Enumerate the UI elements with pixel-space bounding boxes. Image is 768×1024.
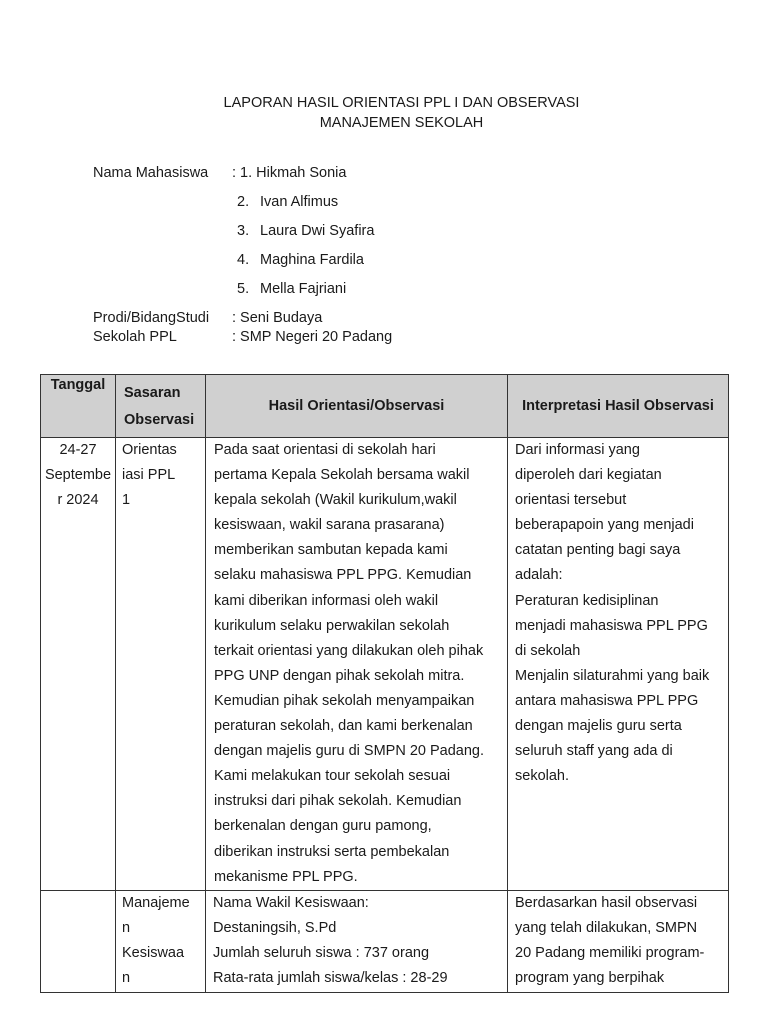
cell-line: kami diberikan informasi oleh wakil [214,592,439,609]
cell-line: Kesiswaa [122,944,185,961]
cell-line: iasi PPL [122,467,176,484]
cell-line: diberikan instruksi serta pembekalan [214,843,450,860]
sekolah-label: Sekolah PPL [93,329,177,345]
sekolah-value: : SMP Negeri 20 Padang [232,329,393,345]
cell-line: dengan majelis guru di SMPN 20 Padang. [214,743,485,760]
cell-line: Dari informasi yang [515,442,640,458]
cell-line: yang telah dilakukan, SMPN [515,919,698,936]
student-name: Ivan Alfimus [260,194,339,210]
cell-line: menjadi mahasiswa PPL PPG [515,617,708,634]
students-row [93,165,346,181]
student-5 [237,281,346,297]
cell-line: kurikulum selaku perwakilan sekolah [214,617,450,634]
cell-date [41,438,116,891]
cell-line: selaku mahasiswa PPL PPG. Kemudian [214,567,472,584]
cell-line: adalah: [515,567,563,584]
cell-line: Septembe [44,467,112,484]
cell-line: antara mahasiswa PPL PPG [515,692,699,709]
cell-line: Orientas [122,442,177,458]
cell-line: seluruh staff yang ada di [515,743,673,760]
cell-line: kepala sekolah (Wakil kurikulum,wakil [214,492,457,509]
student-2 [237,194,338,210]
header-sasaran-line: Observasi [124,412,195,428]
cell-line: peraturan sekolah, dan kami berkenalan [214,718,473,735]
cell-line: sekolah. [515,768,570,785]
cell-line: Kemudian pihak sekolah menyampaikan [214,692,475,709]
cell-line: program yang berpihak [515,969,665,986]
header-sasaran [116,375,206,438]
cell-line: Nama Wakil Kesiswaan: [213,894,369,911]
student-number: 2. [237,194,250,210]
document-subtitle: MANAJEMEN SEKOLAH [319,115,484,131]
student-3 [237,223,374,239]
student-1: : 1. Hikmah Sonia [232,165,347,181]
cell-line: beberapapoin yang menjadi [515,517,694,534]
cell-line: dengan majelis guru serta [515,718,682,735]
cell-line: r 2024 [57,492,99,509]
cell-line: orientasi tersebut [515,492,627,509]
header-interpretasi: Interpretasi Hasil Observasi [508,375,729,438]
document-title: LAPORAN HASIL ORIENTASI PPL I DAN OBSERVASI [223,95,580,111]
cell-line: 1 [122,492,131,509]
cell-line: kesiswaan, wakil sarana prasarana) [214,517,445,534]
student-number: 4. [237,252,250,268]
cell-line: PPG UNP dengan pihak sekolah mitra. [214,667,465,684]
cell-sasaran [116,890,206,992]
cell-line: Manajeme [122,894,190,911]
student-name: Mella Fajriani [260,281,347,297]
cell-line: diperoleh dari kegiatan [515,467,662,484]
table-header-row [41,375,729,438]
prodi-value: : Seni Budaya [232,310,323,326]
cell-line: Menjalin silaturahmi yang baik [515,667,710,684]
cell-line: 24-27 [59,442,97,458]
cell-line: mekanisme PPL PPG. [214,868,358,885]
sekolah-row [93,329,392,345]
cell-line: berkenalan dengan guru pamong, [214,818,432,835]
cell-sasaran [116,438,206,891]
cell-line: Kami melakukan tour sekolah sesuai [214,768,451,785]
table-row [41,438,729,891]
cell-line: n [122,969,131,986]
cell-hasil [206,438,508,891]
cell-line: Destaningsih, S.Pd [213,919,337,936]
cell-line: instruksi dari pihak sekolah. Kemudian [214,793,462,810]
student-number: 3. [237,223,250,239]
student-number: 5. [237,281,250,297]
students-label: Nama Mahasiswa [93,165,209,181]
cell-line: catatan penting bagi saya [515,542,681,559]
cell-interpretasi [508,438,729,891]
student-name: Maghina Fardila [260,252,364,268]
cell-line: Jumlah seluruh siswa : 737 orang [213,944,430,961]
prodi-row [93,310,322,326]
cell-line: Peraturan kedisiplinan [515,592,659,609]
cell-line: di sekolah [515,642,581,659]
header-sasaran-line: Sasaran [124,385,181,401]
student-4 [237,252,364,268]
cell-date [41,890,116,992]
prodi-label: Prodi/BidangStudi [93,310,210,326]
cell-line: n [122,919,131,936]
cell-line: terkait orientasi yang dilakukan oleh pihak [214,642,484,659]
observation-table [40,374,729,993]
cell-line: memberikan sambutan kepada kami [214,542,448,559]
cell-line: 20 Padang memiliki program- [515,944,705,961]
cell-line: Pada saat orientasi di sekolah hari [214,442,436,458]
student-name: Laura Dwi Syafira [260,223,375,239]
cell-hasil [206,890,508,992]
cell-interpretasi [508,890,729,992]
table-row [41,890,729,992]
header-tanggal: Tanggal [41,375,116,438]
cell-line: Rata-rata jumlah siswa/kelas : 28-29 [213,969,448,986]
cell-line: Berdasarkan hasil observasi [515,894,698,911]
header-hasil: Hasil Orientasi/Observasi [206,375,508,438]
cell-line: pertama Kepala Sekolah bersama wakil [214,467,470,484]
